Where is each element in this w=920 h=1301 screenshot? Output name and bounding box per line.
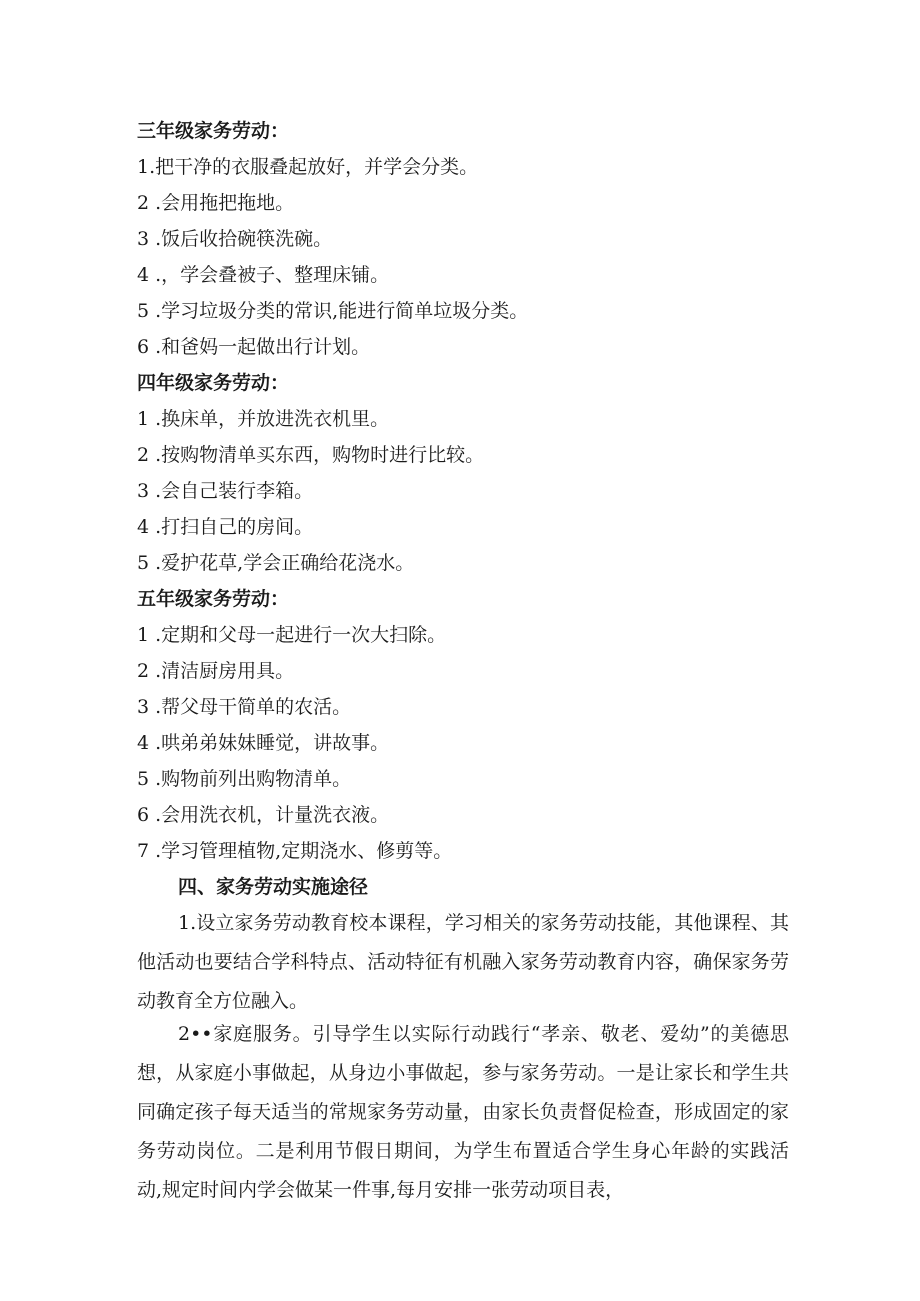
grade5-item-5: 5 .购物前列出购物清单。 <box>137 768 352 790</box>
grade5-item-3: 3 .帮父母干简单的农活。 <box>137 696 352 718</box>
grade4-heading: 四年级家务劳动： <box>137 372 290 394</box>
grade3-item-5: 5 .学习垃圾分类的常识,能进行简单垃圾分类。 <box>137 300 529 322</box>
grade5-item-1: 1 .定期和父母一起进行一次大扫除。 <box>137 624 447 646</box>
grade5-heading: 五年级家务劳动： <box>137 588 290 610</box>
grade3-item-1: 1.把干净的衣服叠起放好，并学会分类。 <box>137 156 479 178</box>
grade4-item-1: 1 .换床单，并放进洗衣机里。 <box>137 408 390 430</box>
grade5-item-7: 7 .学习管理植物,定期浇水、修剪等。 <box>137 840 453 862</box>
grade4-item-3: 3 .会自己装行李箱。 <box>137 480 314 502</box>
grade3-item-6: 6 .和爸妈一起做出行计划。 <box>137 336 371 358</box>
grade3-heading: 三年级家务劳动： <box>137 120 290 142</box>
grade4-item-4: 4 .打扫自己的房间。 <box>137 516 314 538</box>
grade5-item-6: 6 .会用洗衣机，计量洗衣液。 <box>137 804 390 826</box>
grade5-item-2: 2 .清洁厨房用具。 <box>137 660 295 682</box>
grade4-item-2: 2 .按购物清单买东西，购物时进行比较。 <box>137 444 485 466</box>
section4-title: 四、家务劳动实施途径 <box>178 876 369 898</box>
grade5-item-4: 4 .哄弟弟妹妹睡觉，讲故事。 <box>137 732 390 754</box>
grade3-item-3: 3 .饭后收拾碗筷洗碗。 <box>137 228 333 250</box>
grade3-item-4: 4 .，学会叠被子、整理床铺。 <box>137 264 390 286</box>
section4-paragraph-2: 2••家庭服务。引导学生以实际行动践行“孝亲、敬老、爱幼”的美德思想，从家庭小事做起，从身边小事做起，参与家务劳动。一是让家长和学生共同确定孩子每天适当的常规家务劳动量，由家长负责督促检查，形成固定的家务劳动岗位。二是利用节假日期间，为学生布置适合学生身心年龄的实践活动,规定时间内学会做某一件事,每月安排一张劳动项目表， <box>137 1023 789 1201</box>
section4-paragraph-1: 1.设立家务劳动教育校本课程，学习相关的家务劳动技能，其他课程、其他活动也要结合学科特点、活动特征有机融入家务劳动教育内容，确保家务劳动教育全方位融入。 <box>137 912 789 1012</box>
grade3-item-2: 2 .会用拖把拖地。 <box>137 192 295 214</box>
grade4-item-5: 5 .爱护花草,学会正确给花浇水。 <box>137 552 415 574</box>
